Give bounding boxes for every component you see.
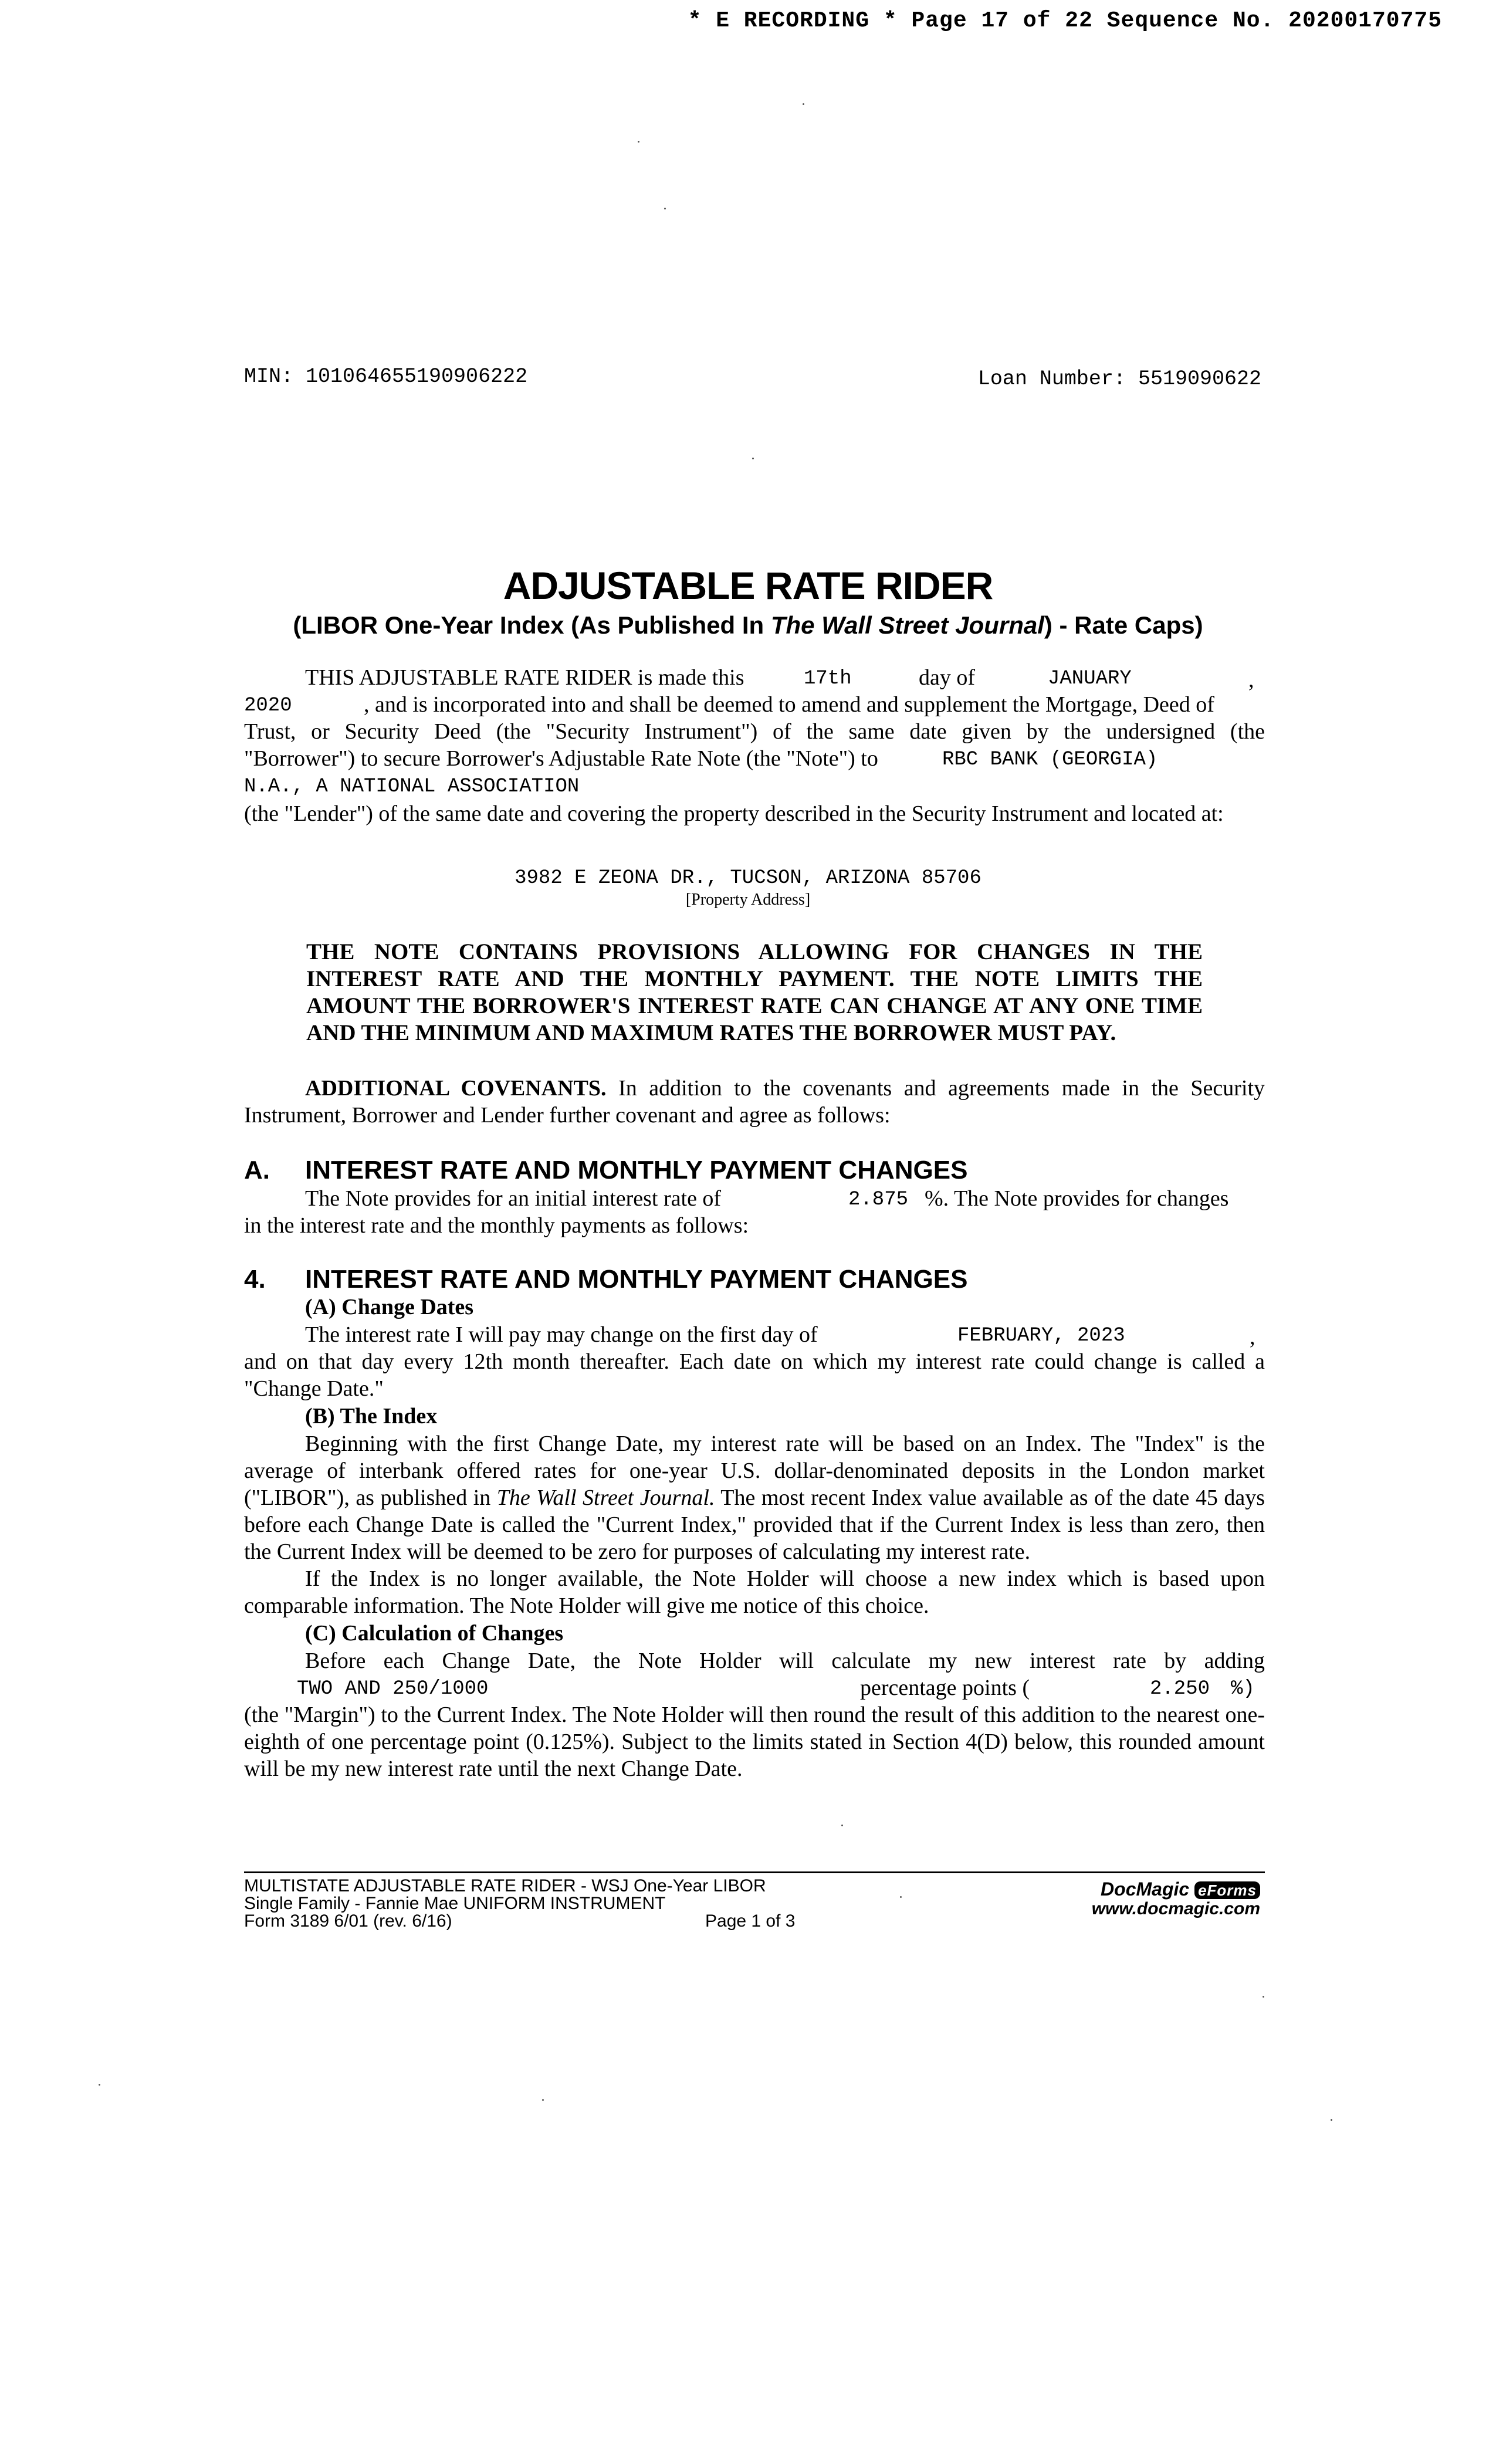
intro-line-3: Trust, or Security Deed (the "Security Instrument") of the same date given by the undersigned (the: [244, 719, 1265, 744]
brand-name: DocMagic: [1101, 1879, 1190, 1900]
lender-name-2: N.A., A NATIONAL ASSOCIATION: [244, 776, 580, 798]
calculation-line-1: Before each Change Date, the Note Holder will calculate my new interest rate by adding: [305, 1649, 1265, 1673]
footer-page-number: Page 1 of 3: [705, 1911, 796, 1931]
additional-covenants: [244, 1075, 1265, 1129]
rate-change-notice: THE NOTE CONTAINS PROVISIONS ALLOWING FOR CHANGES IN THE INTEREST RATE AND THE MONTHLY PAYMENT. THE NOTE LIMITS THE AMOUNT THE BORROWER'S INTEREST RATE CAN CHANGE AT ANY ONE TIME AND THE MINIMUM AND MAXIMUM RATES THE BORROWER MUST PAY.: [306, 939, 1203, 1045]
scan-speck: [99, 2084, 100, 2086]
section-a-line-1b: %. The Note provides for changes: [925, 1186, 1229, 1211]
intro-line-6: (the "Lender") of the same date and covering the property described in the Security Instrument and located at:: [244, 801, 1224, 826]
first-change-date: FEBRUARY, 2023: [957, 1325, 1125, 1347]
change-dates-text: and on that day every 12th month thereafter. Each date on which my interest rate could change is called a "Change Date.": [244, 1349, 1265, 1401]
property-address-label: [Property Address]: [685, 891, 811, 909]
footer-form-title: MULTISTATE ADJUSTABLE RATE RIDER - WSJ One-Year LIBOR: [244, 1876, 766, 1896]
intro-paragraph: [0, 664, 1496, 852]
footer-form-type: Single Family - Fannie Mae UNIFORM INSTRUMENT: [244, 1894, 666, 1913]
change-dates-comma: ,: [1250, 1325, 1255, 1349]
intro-line-1b: day of: [919, 665, 976, 690]
intro-year: 2020: [244, 695, 292, 717]
intro-month: JANUARY: [1048, 668, 1132, 690]
scan-speck: [803, 103, 804, 105]
brand-url: www.docmagic.com: [1091, 1899, 1260, 1918]
eforms-badge: eForms: [1194, 1881, 1260, 1899]
index-journal: The Wall Street Journal.: [496, 1485, 715, 1510]
covenants-label: ADDITIONAL COVENANTS.: [305, 1076, 607, 1101]
margin-percent: %): [1231, 1678, 1255, 1700]
subtitle-journal: The Wall Street Journal: [770, 611, 1044, 639]
docmagic-logo: [1092, 1880, 1260, 1918]
footer-rule: [244, 1871, 1265, 1873]
scan-speck: [542, 2099, 544, 2101]
scan-speck: [638, 141, 639, 143]
intro-line-4: "Borrower") to secure Borrower's Adjustable Rate Note (the "Note") to: [244, 746, 878, 771]
scan-speck: [900, 1896, 902, 1898]
scan-speck: [1263, 1996, 1264, 1998]
intro-line-1a: THIS ADJUSTABLE RATE RIDER is made this: [305, 665, 744, 690]
scan-speck: [664, 208, 666, 209]
index-text-b: The most recent Index value available as of the date 45 days before each Change Date is called the "Current Index," provided that if the Current Index is less than zero, then the Current Index will be deemed to be zero for purposes of calculating my interest rate.: [244, 1485, 1265, 1564]
scan-speck: [841, 1825, 843, 1826]
index-text-a: Beginning with the first Change Date, my interest rate will be based on an Index. The "Index" is the average of interbank offered rates for one-year U.S. dollar-denominated deposits in the London market ("LIBOR"), as published in: [244, 1431, 1265, 1510]
scan-speck: [752, 458, 754, 459]
loan-number: Loan Number: 5519090622: [977, 367, 1261, 391]
initial-rate: 2.875: [848, 1189, 909, 1211]
section-a-line-2: in the interest rate and the monthly payments as follows:: [244, 1213, 749, 1238]
index-heading: (B) The Index: [305, 1404, 438, 1429]
calculation-heading: (C) Calculation of Changes: [305, 1621, 564, 1646]
covenants-text: In addition to the covenants and agreements made in the Security Instrument, Borrower and Lender further covenant and agree as follows:: [244, 1076, 1265, 1128]
section-a-line-1a: The Note provides for an initial interest rate of: [305, 1186, 722, 1211]
index-paragraph-2: If the Index is no longer available, the Note Holder will choose a new index which is based upon comparable information. The Note Holder will give me notice of this choice.: [244, 1566, 1265, 1618]
document-subtitle: [0, 611, 1496, 639]
section-4-number: 4.: [244, 1265, 266, 1294]
intro-line-1c: ,: [1248, 668, 1254, 692]
change-dates-heading: (A) Change Dates: [305, 1295, 474, 1319]
lender-name-1: RBC BANK (GEORGIA): [942, 749, 1158, 771]
index-paragraph-1: [244, 1430, 1265, 1565]
scan-speck: [1331, 2119, 1332, 2121]
document-title: ADJUSTABLE RATE RIDER: [503, 564, 993, 607]
section-a-heading: INTEREST RATE AND MONTHLY PAYMENT CHANGES: [305, 1156, 968, 1184]
section-4-heading: INTEREST RATE AND MONTHLY PAYMENT CHANGES: [305, 1265, 968, 1294]
change-dates-line-1: The interest rate I will pay may change on the first day of: [305, 1322, 818, 1347]
subtitle-part1: (LIBOR One-Year Index (As Published In: [293, 611, 771, 639]
calculation-text: (the "Margin") to the Current Index. The Note Holder will then round the result of this addition to the nearest one-eighth of one percentage point (0.125%). Subject to the limits stated in Section 4(D) below, this rounded amount will be my new interest rate until the next Change Date.: [244, 1703, 1265, 1781]
calculation-mid: percentage points (: [860, 1676, 1030, 1700]
intro-day: 17th: [804, 668, 852, 690]
intro-line-2: , and is incorporated into and shall be deemed to amend and supplement the Mortgage, Deed of: [364, 692, 1214, 717]
section-a-letter: A.: [244, 1156, 270, 1184]
min-number: MIN: 101064655190906222: [244, 365, 528, 388]
subtitle-part2: ) - Rate Caps): [1044, 611, 1203, 639]
property-address: 3982 E ZEONA DR., TUCSON, ARIZONA 85706: [515, 867, 981, 889]
recording-stamp: * E RECORDING * Page 17 of 22 Sequence No. 20200170775: [688, 8, 1442, 33]
margin-number: 2.250: [1150, 1678, 1210, 1700]
margin-words: TWO AND 250/1000: [297, 1678, 489, 1700]
footer-form-number: Form 3189 6/01 (rev. 6/16): [244, 1911, 452, 1931]
